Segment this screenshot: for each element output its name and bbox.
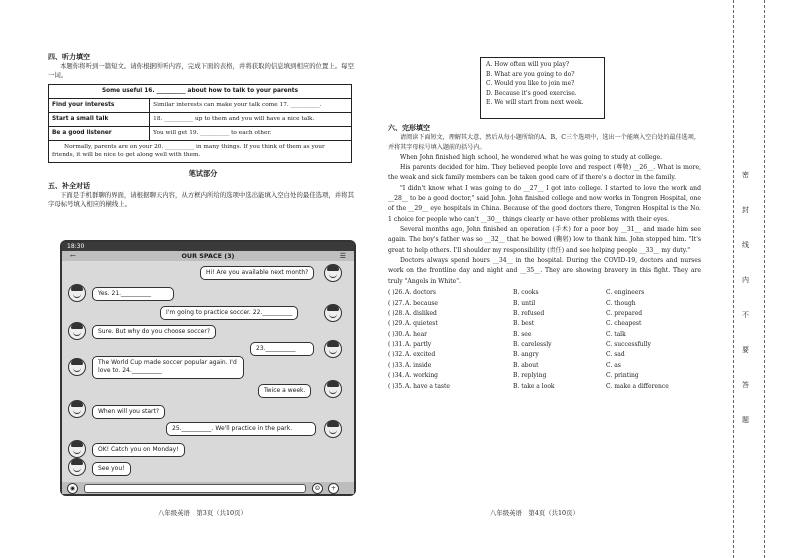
- option-b: B. replying: [513, 372, 547, 380]
- input-bar[interactable]: [62, 482, 354, 494]
- question-number: ( )34.: [388, 372, 405, 380]
- option-b: B. take a look: [513, 382, 555, 390]
- avatar: [68, 358, 86, 376]
- written-part-heading: 笔试部分: [188, 168, 218, 178]
- passage-paragraph: "I didn't know what I was going to do __27__ I got into college. I started to love the work and __28__ to be a good doctor," said John. John finished college and now works in Tongren Hospital, one of the __29__ eye hospitals in China. Because of the good doctors there, Tongren Hospital is the No. 1 choice for people who can't __30__ things clearly or have other problems with their eyes.: [388, 184, 701, 223]
- avatar: [68, 440, 86, 458]
- option-c: C. prepared: [606, 309, 643, 317]
- table-row: [49, 112, 352, 126]
- cloze-options: [388, 288, 701, 392]
- option-c: C. make a difference: [606, 382, 669, 390]
- chat-message: Sure. But why do you choose soccer?: [92, 325, 216, 339]
- avatar: [68, 284, 86, 302]
- question-number: ( )32.: [388, 351, 405, 359]
- option-a: A. disliked: [405, 309, 437, 317]
- plus-icon[interactable]: +: [328, 483, 339, 494]
- right-page: [388, 123, 701, 392]
- option-a: A. excited: [405, 351, 436, 359]
- passage-paragraph: When John finished high school, he wondered what he was going to study at college.: [400, 153, 663, 161]
- avatar: [68, 400, 86, 418]
- section6-title: 六、完形填空: [388, 124, 430, 132]
- option-item: E. We will start from next week.: [486, 99, 584, 107]
- binding-char: 不: [742, 311, 749, 319]
- chat-message: 25.__________. We'll practice in the park.: [166, 422, 316, 436]
- table-row: [49, 126, 352, 140]
- option-b: B. until: [513, 299, 536, 307]
- question-number: ( )28.: [388, 309, 405, 317]
- phone-chat-screen: [60, 240, 356, 496]
- option-b: B. see: [513, 330, 532, 338]
- table-header: Some useful 16. __________ about how to talk to your parents: [49, 84, 352, 98]
- question-number: ( )29.: [388, 320, 405, 328]
- passage-paragraph: His parents decided for him. They believed people love and respect (尊敬) __26__. What is more, the weak and sick family members can be taken good care of if there's a doctor in the family.: [388, 163, 701, 182]
- option-item: B. What are you going to do?: [486, 70, 575, 78]
- back-arrow-icon: ←: [70, 252, 76, 260]
- option-item: C. Would you like to join me?: [486, 80, 575, 88]
- binding-char: 密: [742, 171, 749, 179]
- option-a: A. doctors: [405, 289, 436, 297]
- binding-char: 封: [742, 206, 749, 214]
- binding-char: 题: [742, 416, 749, 424]
- table-footer: Normally, parents are on your 20. __________ in many things. If you think of them as your friends, it will be nice to get along well with them.: [49, 140, 352, 162]
- option-a: A. working: [405, 372, 439, 380]
- table-row: [49, 98, 352, 112]
- binding-char: 要: [742, 346, 749, 354]
- avatar: [324, 340, 342, 358]
- option-b: B. carelessly: [513, 341, 552, 349]
- option-b: B. cooks: [513, 289, 539, 297]
- option-c: C. successfully: [606, 341, 651, 349]
- message-input[interactable]: [84, 484, 306, 493]
- option-c: C. as: [606, 361, 621, 369]
- option-b: B. angry: [513, 351, 539, 359]
- option-b: B. about: [513, 361, 539, 369]
- question-number: ( )30.: [388, 330, 405, 338]
- left-page: [48, 52, 358, 210]
- row-label: Start a small talk: [49, 112, 150, 126]
- section4-title: 四、听力填空: [48, 53, 90, 61]
- option-a: A. quietest: [405, 320, 438, 328]
- avatar: [68, 322, 86, 340]
- section5-instructions: 下面是手机群聊的界面，请根据聊天内容，从方框内所给的选项中选出能填入空白处的最佳选项，并将其字母标号填入相应的横线上。: [48, 190, 354, 209]
- voice-icon[interactable]: ◉: [67, 483, 78, 494]
- section6-instructions: 请阅读下面短文，理解其大意，然后从每小题所给的A、B、C三个选项中，选出一个能填入空白处的最佳选项，并将其字母标号填入题前的括号内。: [388, 134, 700, 151]
- row-content: 18. __________ up to them and you will have a nice talk.: [150, 112, 352, 126]
- chat-message: 23.__________: [250, 342, 314, 356]
- chat-message: See you!: [92, 462, 131, 476]
- binding-margin: [733, 0, 765, 558]
- passage-paragraph: Several months ago, John finished an operation (手术) for a poor boy __31__ and made him see again. The boy's father was so __32__ that he bowed (鞠躬) low to thank him. John stopped him. "It's great to help others. I'll shoulder my responsibility (责任) and see helping people __33__ my duty.": [388, 226, 701, 254]
- avatar: [324, 264, 342, 282]
- passage-paragraph: Doctors always spend hours __34__ in the hospital. During the COVID-19, doctors and nurses work on the frontline day and night and __35__. They are showing bravery in this fight. They are truly "Angels in White".: [388, 257, 701, 285]
- question-number: ( )31.: [388, 341, 405, 349]
- option-a: A. partly: [405, 341, 432, 349]
- chat-message: Yes. 21.__________: [92, 287, 174, 301]
- section5-title: 五、补全对话: [48, 181, 90, 190]
- avatar: [324, 380, 342, 398]
- option-a: A. have a taste: [405, 382, 450, 390]
- row-label: Be a good listener: [49, 126, 150, 140]
- option-c: C. printing: [606, 372, 639, 380]
- option-a: A. hear: [405, 330, 428, 338]
- page-footer-right: 八年级英语 第4页（共10页）: [490, 509, 579, 517]
- chat-message: OK! Catch you on Monday!: [92, 443, 185, 457]
- chat-message: The World Cup made soccer popular again. I'd love to. 24.__________: [92, 356, 244, 379]
- row-content: Similar interests can make your talk come 17. __________.: [150, 98, 352, 112]
- status-bar: 18:30: [62, 242, 354, 251]
- listening-table: [48, 84, 352, 163]
- option-c: C. engineers: [606, 289, 645, 297]
- chat-message: Hi! Are you available next month?: [200, 266, 314, 280]
- option-a: A. because: [405, 299, 438, 307]
- emoji-icon[interactable]: ☺: [312, 483, 323, 494]
- binding-char: 答: [742, 381, 749, 389]
- row-content: You will get 19. __________ to each other.: [150, 126, 352, 140]
- option-b: B. refused: [513, 309, 545, 317]
- option-b: B. best: [513, 320, 535, 328]
- option-c: C. cheapest: [606, 320, 642, 328]
- option-item: A. How often will you play?: [486, 61, 570, 68]
- page-footer-left: 八年级英语 第3页（共10页）: [158, 509, 247, 517]
- option-a: A. inside: [405, 361, 432, 369]
- option-c: C. talk: [606, 330, 626, 338]
- chat-message: When will you start?: [92, 405, 165, 419]
- avatar: [324, 420, 342, 438]
- section4-instructions: 本题你将听到一篇短文。请你根据所听内容，完成下面的表格，并将获取的信息填到相应的位置上。每空一词。: [48, 62, 354, 80]
- group-icon: ☰: [339, 252, 346, 260]
- avatar: [68, 458, 86, 476]
- chat-message: I'm going to practice soccer. 22.__________: [160, 306, 298, 320]
- option-item: D. Because it's good exercise.: [486, 89, 577, 97]
- option-c: C. sad: [606, 351, 625, 359]
- question-number: ( )33.: [388, 361, 405, 369]
- question-number: ( )27.: [388, 299, 405, 307]
- question-number: ( )26.: [388, 289, 405, 297]
- chat-title: OUR SPACE (3): [62, 251, 354, 261]
- option-c: C. though: [606, 299, 636, 307]
- binding-char: 线: [742, 241, 749, 249]
- question-number: ( )35.: [388, 382, 405, 390]
- binding-char: 内: [742, 276, 749, 284]
- avatar: [324, 304, 342, 322]
- chat-message: Twice a week.: [258, 384, 311, 398]
- dialogue-options-box: [480, 57, 605, 119]
- row-label: Find your interests: [49, 98, 150, 112]
